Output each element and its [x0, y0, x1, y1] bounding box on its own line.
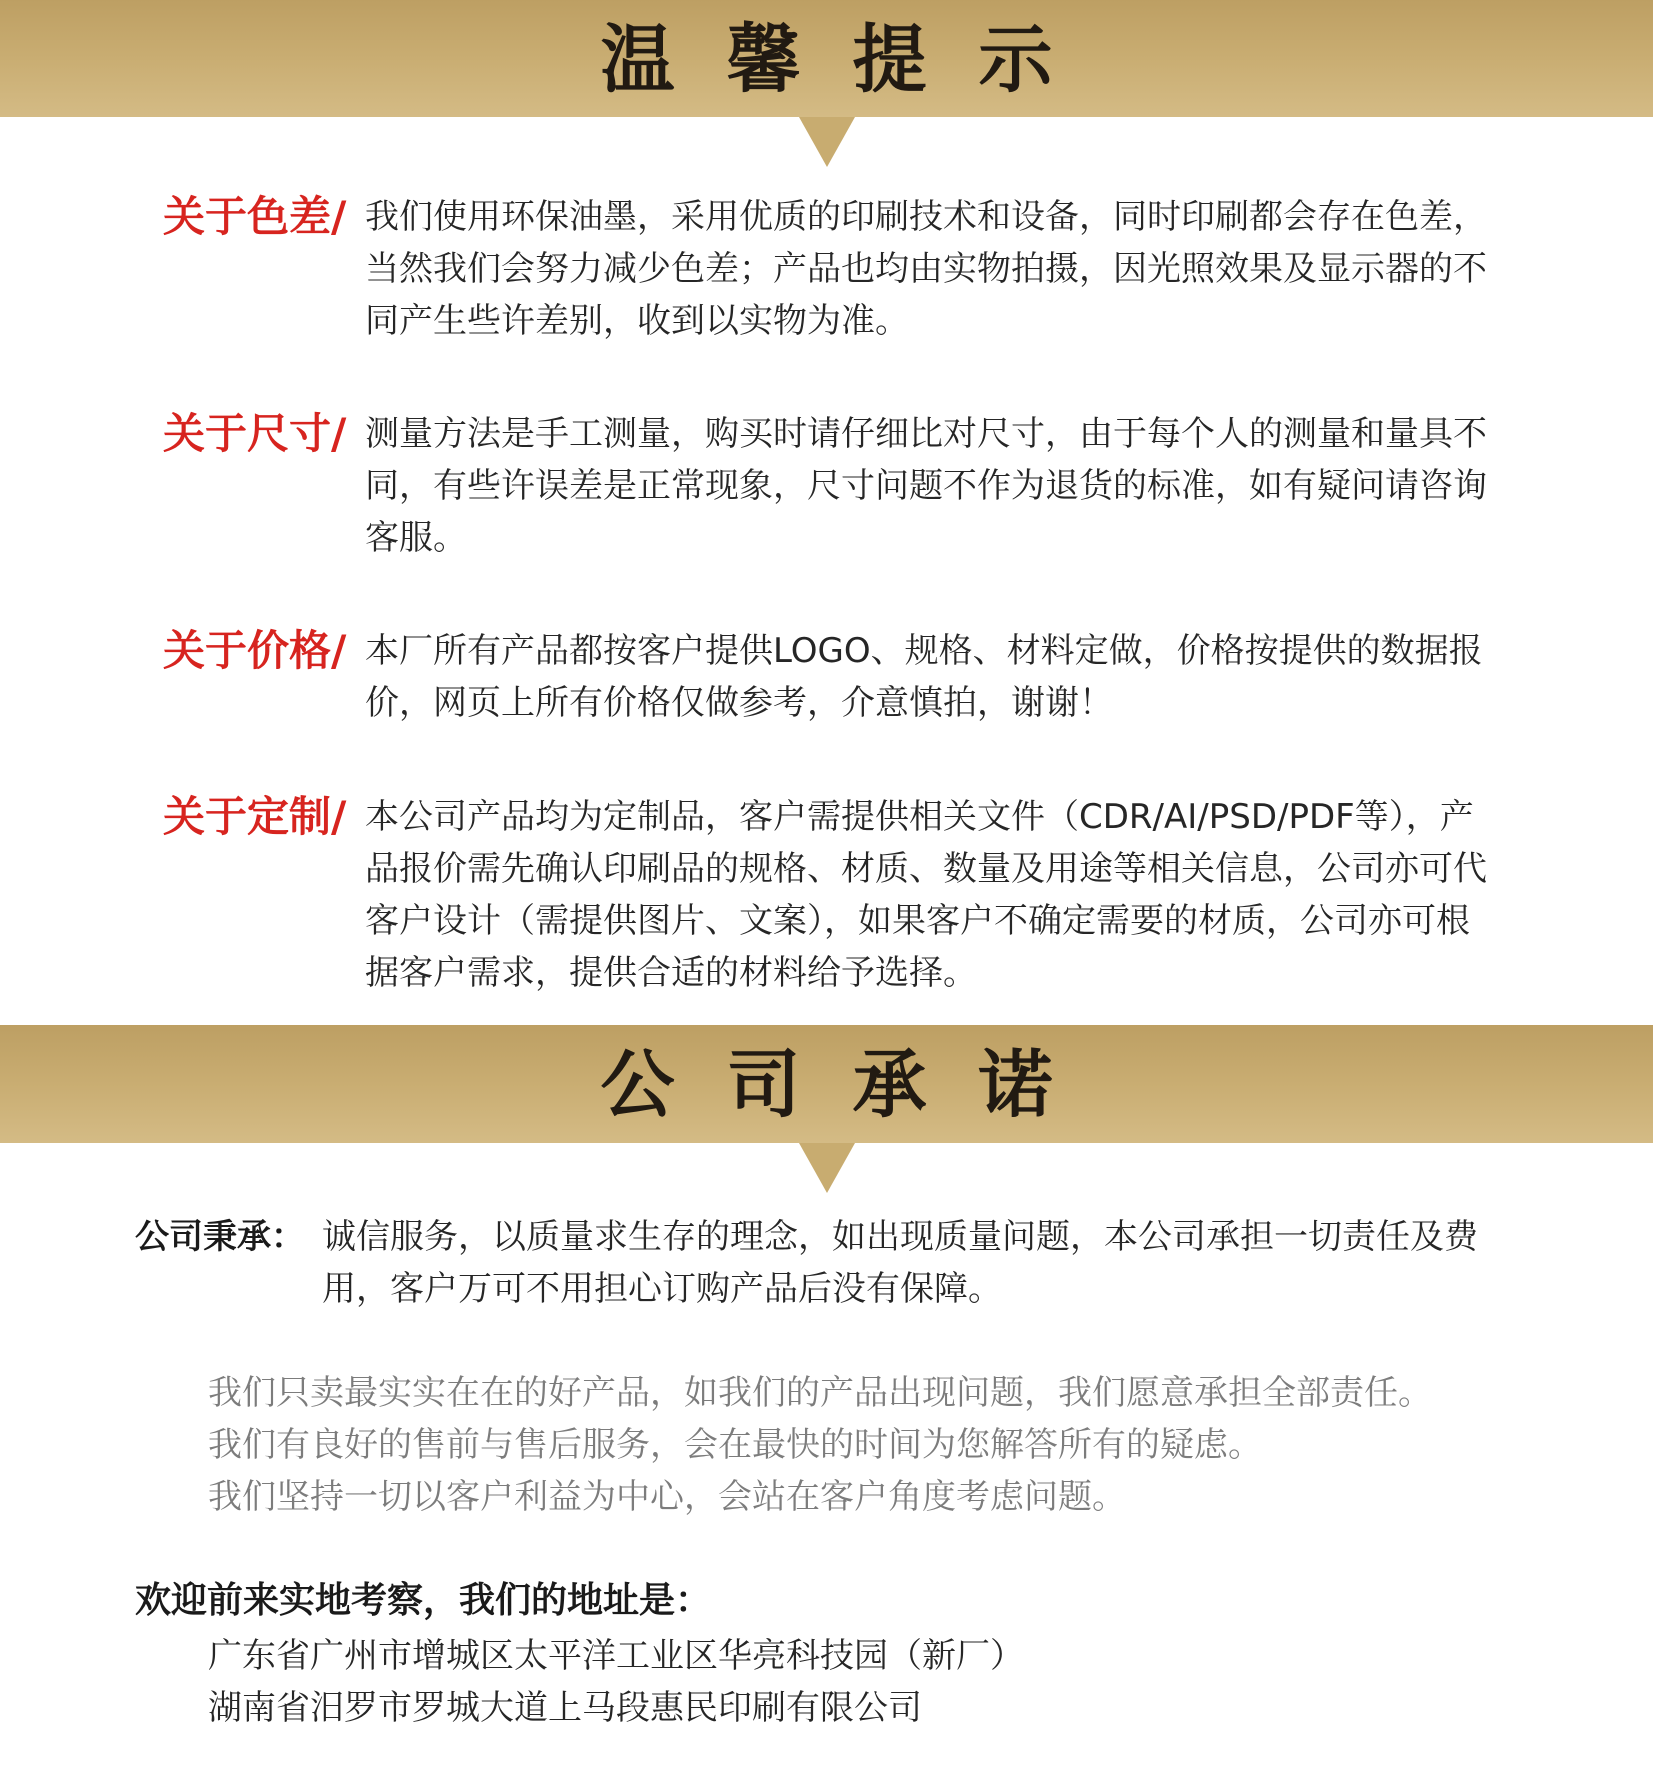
notice-price [163, 625, 1543, 735]
address-line: 广东省广州市增城区太平洋工业区华亮科技园（新厂） [208, 1636, 1024, 1676]
tips-title: 温馨提示 [600, 17, 1105, 103]
promise-title: 公司承诺 [600, 1042, 1105, 1128]
visit-title: 欢迎前来实地考察，我们的地址是： [135, 1580, 712, 1621]
notice-text: 测量方法是手工测量，购买时请仔细比对尺寸，由于每个人的测量和量具不同，有些许误差是正常现象，尺寸问题不作为退货的标准，如有疑问请咨询客服。 [365, 414, 1487, 558]
promise-statement: 我们有良好的售前与售后服务，会在最快的时间为您解答所有的疑虑。 [208, 1425, 1262, 1465]
commitment-label: 公司秉承： [135, 1217, 305, 1257]
notice-label: 关于尺寸/ [163, 409, 347, 458]
notice-text: 我们使用环保油墨，采用优质的印刷技术和设备，同时印刷都会存在色差，当然我们会努力减少色差；产品也均由实物拍摄，因光照效果及显示器的不同产生些许差别，收到以实物为准。 [365, 197, 1487, 341]
notice-size [163, 408, 1543, 568]
promise-statement: 我们坚持一切以客户利益为中心，会站在客户角度考虑问题。 [208, 1477, 1126, 1517]
promise-statement: 我们只卖最实实在在的好产品，如我们的产品出现问题，我们愿意承担全部责任。 [208, 1373, 1432, 1413]
notice-label: 关于价格/ [163, 626, 347, 675]
notice-text: 本公司产品均为定制品，客户需提供相关文件（CDR/AI/PSD/PDF等），产品报价需先确认印刷品的规格、材质、数量及用途等相关信息，公司亦可代客户设计（需提供图片、文案），如果客户不确定需要的材质，公司亦可根据客户需求，提供合适的材料给予选择。 [365, 797, 1487, 993]
commitment-text: 诚信服务，以质量求生存的理念，如出现质量问题，本公司承担一切责任及费用，客户万可不用担心订购产品后没有保障。 [322, 1217, 1478, 1309]
promise-banner-pointer [799, 1143, 855, 1193]
notice-label: 关于定制/ [163, 792, 347, 841]
notice-customization [163, 791, 1543, 1001]
notice-label: 关于色差/ [163, 192, 347, 241]
notice-text: 本厂所有产品都按客户提供LOGO、规格、材料定做，价格按提供的数据报价，网页上所有价格仅做参考，介意慎拍，谢谢！ [365, 631, 1483, 723]
tips-banner-pointer [799, 117, 855, 167]
address-line: 湖南省汨罗市罗城大道上马段惠民印刷有限公司 [208, 1688, 922, 1728]
notice-color-difference [163, 191, 1543, 351]
